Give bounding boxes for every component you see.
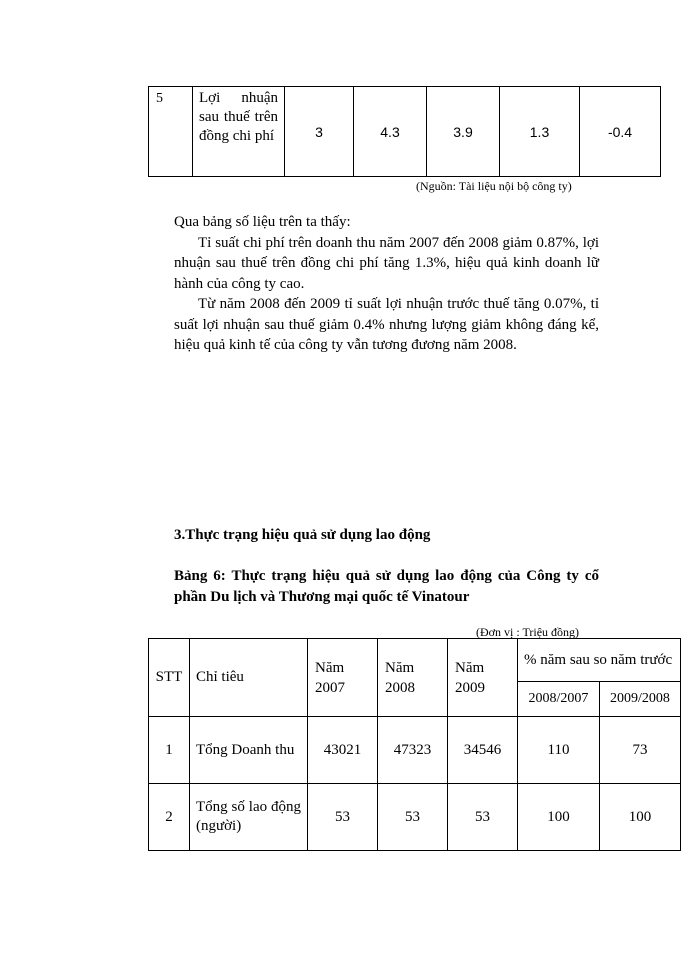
analysis-intro: Qua bảng số liệu trên ta thấy: bbox=[174, 214, 351, 230]
row-name: Tổng Doanh thu bbox=[190, 717, 308, 784]
header-2008-2007: 2008/2007 bbox=[518, 682, 600, 717]
header-year-2008: Năm 2008 bbox=[378, 639, 448, 717]
value-pct-2008-2007: 110 bbox=[518, 717, 600, 784]
section-heading: 3.Thực trạng hiệu quả sử dụng lao động bbox=[174, 527, 431, 543]
value-2008: 47323 bbox=[378, 717, 448, 784]
value-2007: 43021 bbox=[308, 717, 378, 784]
header-year-2009: Năm 2009 bbox=[448, 639, 518, 717]
table-header-row bbox=[149, 639, 681, 682]
header-percent: % năm sau so năm trước bbox=[518, 639, 681, 682]
row-label: Lợi nhuận sau thuế trên đồng chi phí bbox=[193, 87, 285, 177]
source-note: (Nguồn: Tài liệu nội bộ công ty) bbox=[416, 179, 572, 193]
value-pct-2009-2008: 100 bbox=[600, 784, 681, 851]
row-name: Tổng số lao động (người) bbox=[190, 784, 308, 851]
value-cell: 1.3 bbox=[500, 87, 580, 177]
value-2008: 53 bbox=[378, 784, 448, 851]
table-row bbox=[149, 784, 681, 851]
labor-efficiency-table bbox=[148, 638, 681, 851]
header-2009-2008: 2009/2008 bbox=[600, 682, 681, 717]
value-cell: 3.9 bbox=[427, 87, 500, 177]
unit-note: (Đơn vị : Triệu đồng) bbox=[476, 625, 580, 639]
analysis-text bbox=[174, 212, 599, 356]
value-pct-2009-2008: 73 bbox=[600, 717, 681, 784]
value-cell: 4.3 bbox=[354, 87, 427, 177]
value-cell: -0.4 bbox=[580, 87, 661, 177]
analysis-paragraph: Tỉ suất chi phí trên doanh thu năm 2007 đến 2008 giảm 0.87%, lợi nhuận sau thuế trên đồng chi phí tăng 1.3%, hiệu quả kinh doanh lữ hành của công ty cao. bbox=[174, 234, 599, 292]
table-caption: Bảng 6: Thực trạng hiệu quả sử dụng lao động của Công ty cổ phần Du lịch và Thương mại quốc tế Vinatour bbox=[174, 568, 599, 605]
value-pct-2008-2007: 100 bbox=[518, 784, 600, 851]
table-row bbox=[149, 717, 681, 784]
value-2009: 53 bbox=[448, 784, 518, 851]
row-stt: 2 bbox=[149, 784, 190, 851]
row-stt: 1 bbox=[149, 717, 190, 784]
row-stt: 5 bbox=[149, 87, 193, 177]
analysis-paragraph: Từ năm 2008 đến 2009 tỉ suất lợi nhuận trước thuế tăng 0.07%, tỉ suất lợi nhuận sau thuế giảm 0.4% nhưng lượng giảm không đáng kể, hiệu quả kinh tế của công ty vẫn tương đương năm 2008. bbox=[174, 296, 599, 353]
value-2009: 34546 bbox=[448, 717, 518, 784]
header-year-2007: Năm 2007 bbox=[308, 639, 378, 717]
header-name: Chỉ tiêu bbox=[190, 639, 308, 717]
value-2007: 53 bbox=[308, 784, 378, 851]
value-cell: 3 bbox=[285, 87, 354, 177]
header-stt: STT bbox=[149, 639, 190, 717]
profit-table bbox=[148, 86, 661, 177]
table-row bbox=[149, 87, 661, 177]
